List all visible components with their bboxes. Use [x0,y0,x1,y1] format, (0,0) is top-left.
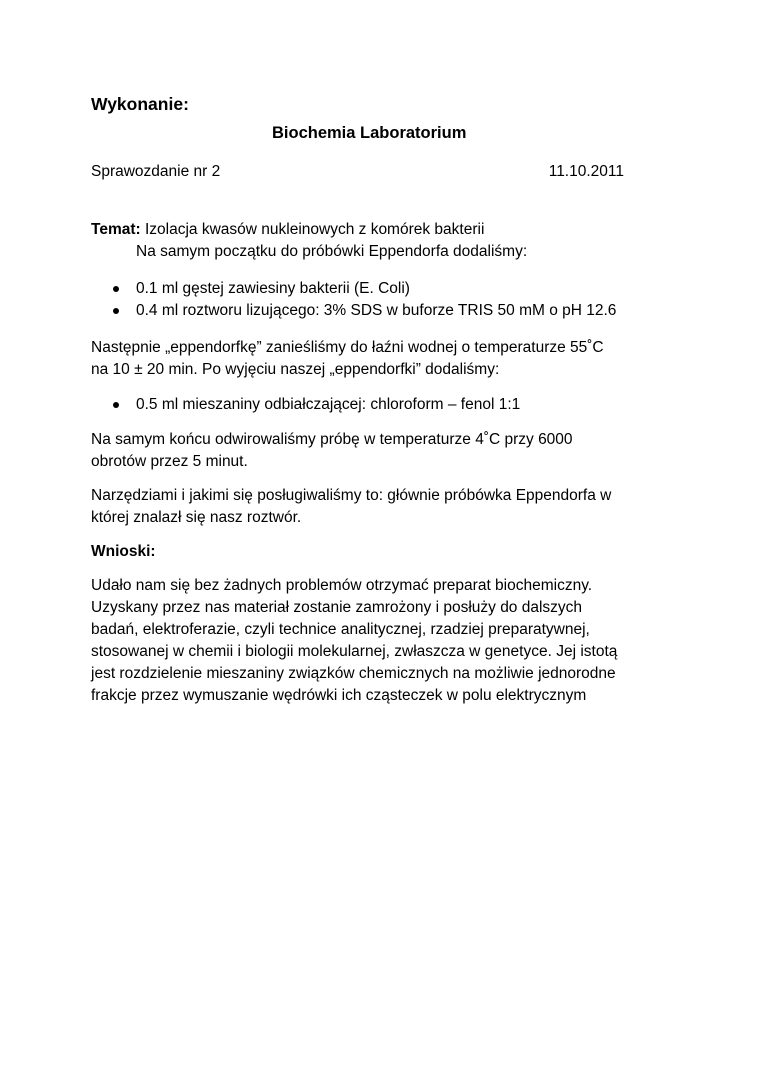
list-item-text: 0.5 ml mieszaniny odbiałczającej: chloroform – fenol 1:1 [136,396,521,413]
topic-label: Temat: [91,221,141,238]
paragraph-tools [91,485,671,529]
paragraph-line: frakcje przez wymuszanie wędrówki ich cząsteczek w polu elektrycznym [91,687,587,704]
topic-text: Izolacja kwasów nukleinowych z komórek bakterii [140,221,485,238]
paragraph-line: Narzędziami i jakimi się posługiwaliśmy to: głównie próbówka Eppendorfa w [91,487,612,504]
report-number: Sprawozdanie nr 2 [91,163,221,180]
list-item-text: 0.4 ml roztworu lizującego: 3% SDS w buforze TRIS 50 mM o pH 12.6 [136,302,617,319]
list-item [91,278,616,300]
paragraph-line: badań, elektroferazie, czyli technice analitycznej, rzadziej preparatywnej, [91,621,590,638]
report-info-line [91,161,624,183]
paragraph-line: której znalazł się nasz roztwór. [91,509,302,526]
paragraph-conclusions [91,575,681,707]
section-heading-conclusions: Wnioski: [91,543,156,560]
ingredients-list-1 [91,278,616,322]
paragraph-line: Na samym końcu odwirowaliśmy próbę w temperaturze 4˚C przy 6000 [91,431,573,448]
paragraph-line: Uzyskany przez nas materiał zostanie zamrożony i posłuży do dalszych [91,599,583,616]
list-item [91,300,616,322]
topic-block [91,219,671,263]
list-item-text: 0.1 ml gęstej zawiesiny bakterii (E. Coli) [136,280,410,297]
section-heading-execution: Wykonanie: [91,94,189,114]
paragraph-line: Udało nam się bez żadnych problemów otrzymać preparat biochemiczny. [91,577,593,594]
paragraph-incubation [91,337,671,381]
bullet-icon [113,402,119,408]
paragraph-line: na 10 ± 20 min. Po wyjęciu naszej „eppendorfki” dodaliśmy: [91,361,500,378]
ingredients-list-2 [91,394,520,416]
paragraph-line: obrotów przez 5 minut. [91,453,248,470]
document-title: Biochemia Laboratorium [272,124,467,142]
paragraph-line: Następnie „eppendorfkę” zanieśliśmy do łaźni wodnej o temperaturze 55˚C [91,339,604,356]
topic-intro: Na samym początku do próbówki Eppendorfa dodaliśmy: [136,243,528,260]
topic-line [91,219,671,241]
bullet-icon [113,286,119,292]
paragraph-line: jest rozdzielenie mieszaniny związków chemicznych na możliwie jednorodne [91,665,616,682]
bullet-icon [113,308,119,314]
report-date: 11.10.2011 [548,163,624,180]
list-item [91,394,520,416]
paragraph-centrifuge [91,429,671,473]
paragraph-line: stosowanej w chemii i biologii molekularnej, zwłaszcza w genetyce. Jej istotą [91,643,618,660]
